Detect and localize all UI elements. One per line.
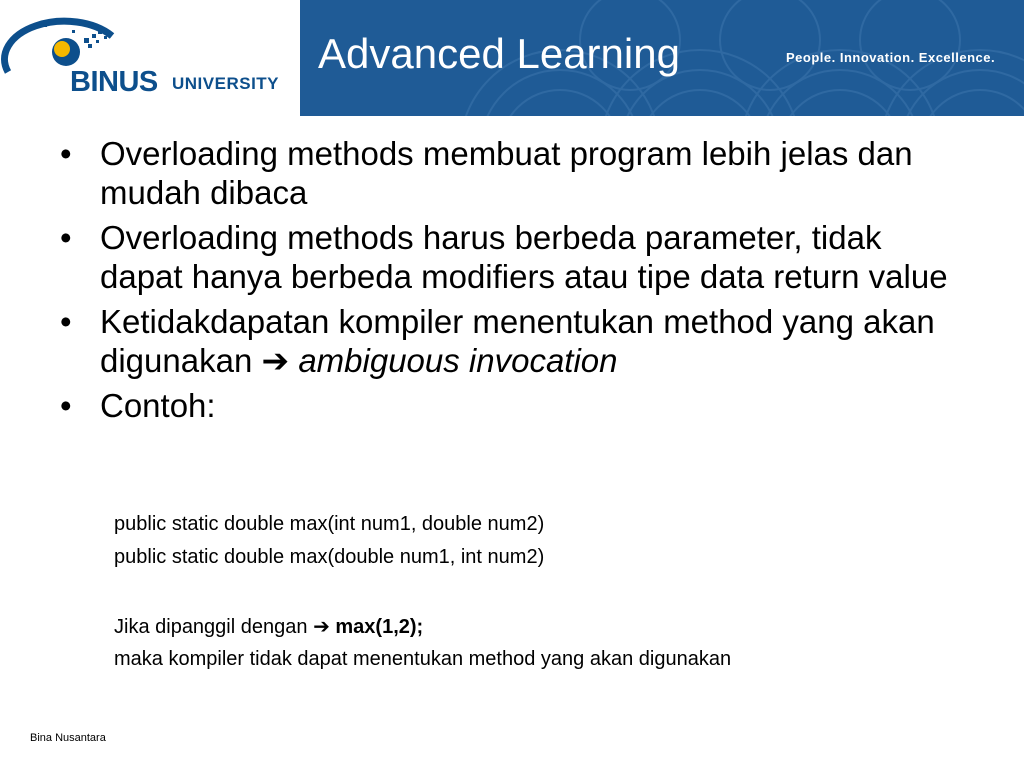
arrow-right-icon: ➔ [313, 614, 330, 638]
bullet-item [60, 302, 960, 380]
call-code: max(1,2); [335, 616, 424, 638]
bullet-text: Ketidakdapatan kompiler menentukan method yang akan digunakan [100, 303, 935, 379]
logo-university: UNIVERSITY [172, 74, 280, 93]
example-line-1: public static double max(int num1, double num2) [114, 513, 545, 535]
example-line-2: public static double max(double num1, int num2) [114, 546, 545, 568]
arrow-right-icon: ➔ [261, 341, 290, 380]
logo-wordmark: BINUS [70, 66, 158, 98]
header-band [0, 0, 1024, 116]
call-prefix: Jika dipanggil dengan [114, 616, 308, 638]
bullet-dot: • [60, 135, 72, 172]
bullet-dot: • [60, 303, 72, 340]
bullet-item [60, 134, 960, 212]
logo-area [0, 0, 300, 116]
bullet-item [60, 386, 960, 425]
slide-title: Advanced Learning [318, 30, 680, 77]
bullet-item [60, 218, 960, 296]
bullet-dot: • [60, 219, 72, 256]
bullet-text: Contoh: [100, 387, 216, 424]
example-conclusion: maka kompiler tidak dapat menentukan method yang akan digunakan [114, 648, 732, 670]
bullet-list [60, 134, 960, 431]
bullet-dot: • [60, 387, 72, 424]
example-call-line [114, 614, 423, 639]
bullet-text: Overloading methods membuat program lebih jelas dan mudah dibaca [100, 135, 913, 211]
bullet-italic-text: ambiguous invocation [298, 342, 618, 379]
footer-text: Bina Nusantara [30, 732, 106, 744]
tagline: People. Innovation. Excellence. [786, 50, 996, 65]
bullet-text: Overloading methods harus berbeda parameter, tidak dapat hanya berbeda modifiers atau tipe data return value [100, 219, 948, 295]
